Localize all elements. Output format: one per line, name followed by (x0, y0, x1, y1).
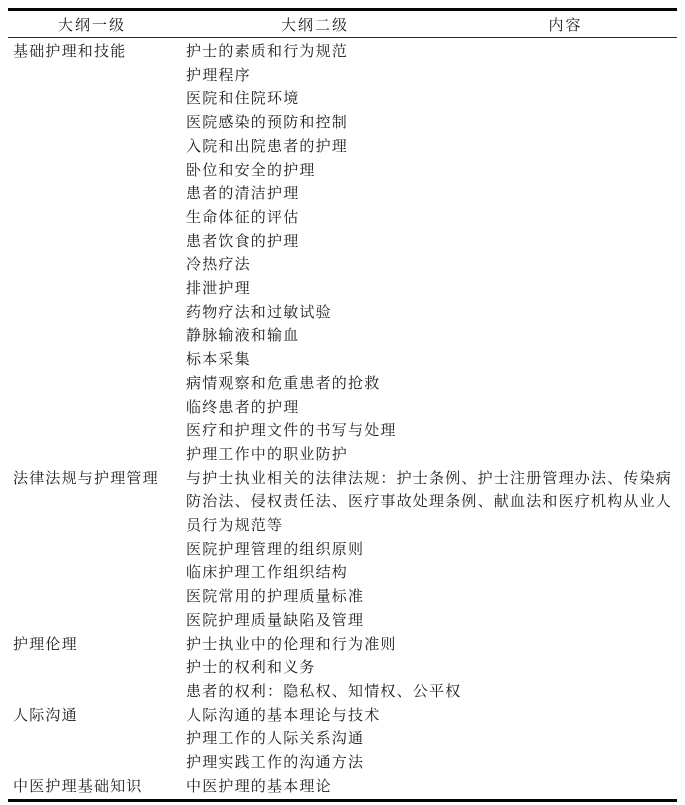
table-row (8, 467, 677, 538)
level2-cell: 护士的素质和行为规范 (186, 42, 349, 60)
level2-cell: 临床护理工作组织结构 (186, 563, 349, 582)
table-row (8, 751, 677, 775)
table-row (8, 680, 677, 704)
level1-cell: 基础护理和技能 (13, 42, 127, 60)
table-row (8, 230, 677, 254)
level1-cell (8, 87, 176, 111)
level2-cell: 医院感染的预防和控制 (186, 113, 349, 132)
level1-cell (8, 561, 176, 585)
level1-cell (8, 111, 176, 135)
table-row (8, 277, 677, 301)
level1-cell (8, 538, 176, 562)
table-row (8, 727, 677, 751)
table-row (8, 111, 677, 135)
table-row (8, 206, 677, 230)
level1-cell (8, 396, 176, 420)
table-row (8, 372, 677, 396)
table-row (8, 38, 677, 64)
level1-cell: 护理伦理 (13, 634, 78, 653)
table-row (8, 87, 677, 111)
table-row (8, 301, 677, 325)
table-row (8, 419, 677, 443)
level1-cell: 法律法规与护理管理 (13, 468, 159, 487)
table-body (8, 38, 677, 801)
level1-cell (8, 182, 176, 206)
level1-cell: 人际沟通 (13, 705, 78, 724)
header-row (8, 10, 677, 38)
level1-cell (8, 324, 176, 348)
table-row (8, 633, 677, 657)
table-row (8, 182, 677, 206)
level1-cell (8, 230, 176, 254)
level2-cell: 医院常用的护理质量标准 (186, 587, 365, 606)
level2-cell: 冷热疗法 (186, 255, 251, 274)
level2-cell: 护士执业中的伦理和行为准则 (186, 634, 397, 653)
table-row (8, 135, 677, 159)
level2-cell: 标本采集 (186, 350, 251, 369)
level2-cell: 医院护理管理的组织原则 (186, 539, 365, 558)
level2-cell: 护士的权利和义务 (186, 658, 316, 677)
level1-cell (8, 135, 176, 159)
level1-cell (8, 277, 176, 301)
level1-cell (8, 751, 176, 775)
level1-cell (8, 64, 176, 88)
level1-cell (8, 253, 176, 277)
level2-cell: 护理工作的人际关系沟通 (186, 729, 365, 748)
table-row (8, 775, 677, 800)
table-row (8, 561, 677, 585)
table-row (8, 348, 677, 372)
level1-cell (8, 443, 176, 467)
level1-cell (8, 372, 176, 396)
level2-cell: 医院护理质量缺陷及管理 (186, 610, 365, 629)
header-level2: 大纲二级 (280, 15, 349, 34)
level1-cell (8, 419, 176, 443)
table-row (8, 704, 677, 728)
level1-cell (8, 585, 176, 609)
level2-cell: 人际沟通的基本理论与技术 (186, 705, 381, 724)
table-row (8, 396, 677, 420)
table-row (8, 538, 677, 562)
table-row (8, 656, 677, 680)
level2-cell: 临终患者的护理 (186, 397, 300, 416)
level2-cell: 患者饮食的护理 (186, 231, 300, 250)
table-row (8, 324, 677, 348)
table-row (8, 585, 677, 609)
level1-cell (8, 348, 176, 372)
level2-cell: 中医护理的基本理论 (186, 776, 332, 795)
level2-cell: 患者的权利：隐私权、知情权、公平权 (186, 681, 462, 700)
level1-cell (8, 206, 176, 230)
table-row (8, 64, 677, 88)
level2-cell: 护理工作中的职业防护 (186, 444, 349, 463)
level2-cell: 生命体征的评估 (186, 207, 300, 226)
level2-cell: 与护士执业相关的法律法规：护士条例、护士注册管理办法、传染病防治法、侵权责任法、医疗事故处理条例、献血法和医疗机构从业人员行为规范等 (186, 468, 673, 535)
table-row (8, 609, 677, 633)
level2-cell: 病情观察和危重患者的抢救 (186, 373, 381, 392)
level2-cell: 护理程序 (186, 65, 251, 84)
level2-cell: 医院和住院环境 (186, 89, 300, 108)
level1-cell (8, 656, 176, 680)
table-header (8, 10, 677, 38)
level2-cell: 患者的清洁护理 (186, 184, 300, 203)
level2-cell: 静脉输液和输血 (186, 326, 300, 345)
table-row (8, 159, 677, 183)
level1-cell (8, 159, 176, 183)
level1-cell (8, 301, 176, 325)
level1-cell (8, 727, 176, 751)
level2-cell: 入院和出院患者的护理 (186, 136, 349, 155)
level1-cell (8, 609, 176, 633)
level2-cell: 医疗和护理文件的书写与处理 (186, 421, 397, 440)
outline-table (8, 8, 677, 802)
level2-cell: 排泄护理 (186, 279, 251, 298)
level2-cell: 卧位和安全的护理 (186, 160, 316, 179)
level2-cell: 护理实践工作的沟通方法 (186, 753, 365, 772)
level1-cell: 中医护理基础知识 (13, 776, 143, 795)
table-row (8, 253, 677, 277)
header-content: 内容 (548, 15, 583, 34)
table-row (8, 443, 677, 467)
level2-cell: 药物疗法和过敏试验 (186, 302, 332, 321)
level1-cell (8, 680, 176, 704)
header-level1: 大纲一级 (57, 15, 126, 34)
